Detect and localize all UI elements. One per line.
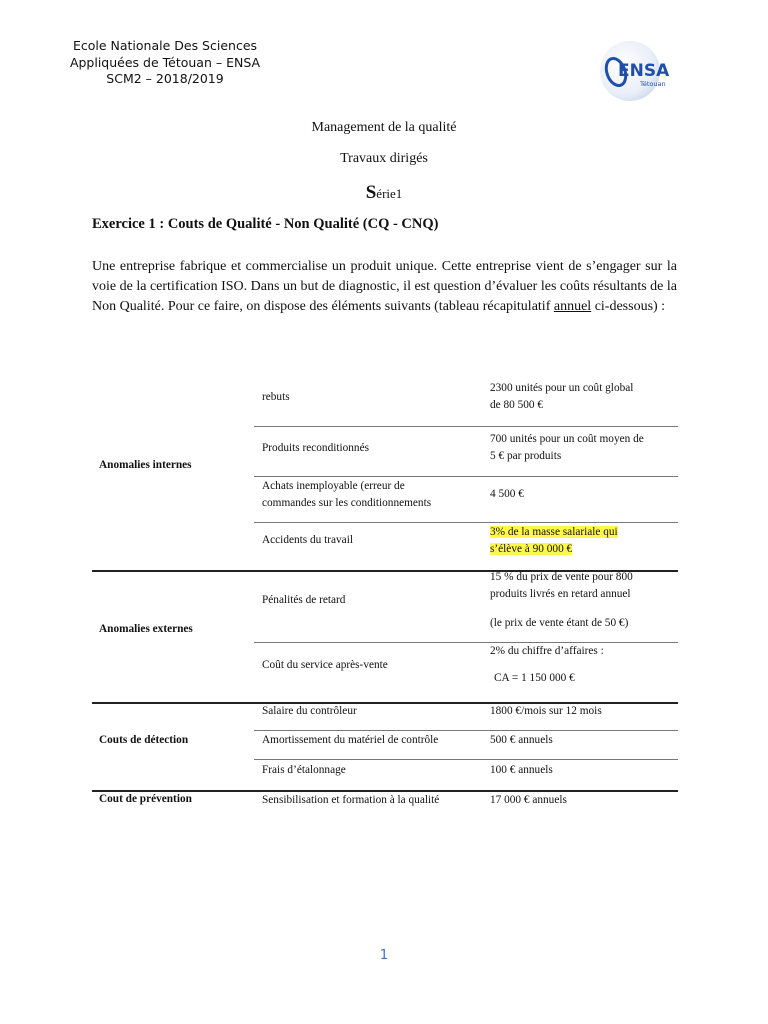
class-year: SCM2 – 2018/2019 (106, 71, 224, 86)
table-cell-item: rebuts (262, 391, 290, 403)
page-number: 1 (379, 948, 389, 963)
table-cell-value: 2% du chiffre d’affaires : CA = 1 150 000 € (490, 645, 604, 684)
group-label: Couts de détection (99, 734, 189, 746)
serie-letter: S (365, 182, 377, 203)
table-cell-value-highlighted: 3% de la masse salariale qui s’élève à 90 000 € (490, 526, 618, 555)
table-cell-item: Amortissement du matériel de contrôle (262, 734, 439, 746)
group-label: Cout de prévention (99, 793, 192, 805)
table-cell-item: Achats inemployable (erreur de commandes sur les conditionnements (262, 480, 432, 509)
table-cell-value: 500 € annuels (490, 734, 553, 746)
table-cell-value: 100 € annuels (490, 764, 553, 776)
statement-part2: ci-dessous) : (591, 299, 666, 314)
serie-rest: érie1 (376, 186, 403, 201)
row-divider (254, 522, 678, 523)
table-cell-value: 2300 unités pour un coût global de 80 500 € (490, 382, 634, 411)
logo-subtext: Tétouan (640, 80, 666, 88)
table-cell-item: Accidents du travail (262, 534, 353, 546)
exercise-title: Exercice 1 : Couts de Qualité - Non Qualité (CQ - CNQ) (92, 216, 439, 232)
logo-text: ENSA (618, 61, 670, 81)
td-title: Travaux dirigés (340, 151, 428, 166)
row-divider (254, 730, 678, 731)
table-cell-item: Sensibilisation et formation à la qualité (262, 794, 440, 806)
row-divider (254, 642, 678, 643)
school-name-line2: Appliquées de Tétouan – ENSA (69, 54, 261, 70)
row-divider (254, 759, 678, 760)
table-cell-item: Salaire du contrôleur (262, 705, 357, 717)
statement-part1: Une entreprise fabrique et commercialise un produit unique. Cette entreprise vient de s’engager sur la voie de la certification ISO. Dans un but de diagnostic, il est question d’évaluer les coûts résultants de la Non Qualité. Pour ce faire, on dispose des éléments suivants (tableau récapitulatif (92, 259, 677, 314)
table-cell-value: 700 unités pour un coût moyen de 5 € par produits (490, 433, 644, 462)
subject-title: Management de la qualité (311, 120, 457, 135)
group-label: Anomalies externes (99, 623, 193, 635)
group-label: Anomalies internes (99, 459, 192, 471)
row-divider (254, 476, 678, 477)
table-cell-item: Produits reconditionnés (262, 442, 369, 454)
table-cell-item: Frais d’étalonnage (262, 764, 346, 776)
costs-table (92, 0, 678, 1024)
row-divider (254, 426, 678, 427)
school-name-line1: Ecole Nationale Des Sciences (72, 38, 258, 53)
table-cell-item: Coût du service après-vente (262, 659, 388, 671)
table-cell-value: 17 000 € annuels (490, 794, 567, 806)
table-cell-value: 15 % du prix de vente pour 800 produits livrés en retard annuel (le prix de vente étant de 50 €) (490, 571, 633, 629)
table-cell-value: 1800 €/mois sur 12 mois (490, 705, 602, 717)
table-cell-item: Pénalités de retard (262, 594, 346, 606)
table-cell-value: 4 500 € (490, 488, 524, 500)
statement-underlined: annuel (553, 299, 592, 314)
